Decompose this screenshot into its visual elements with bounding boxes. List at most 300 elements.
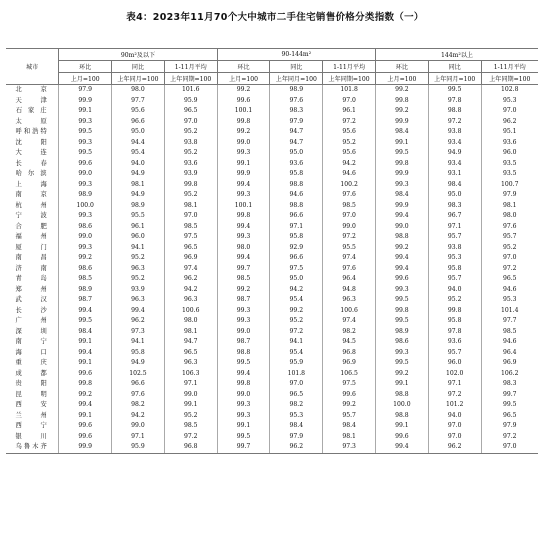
index-value-cell: 98.1 xyxy=(502,201,517,209)
table-row xyxy=(6,148,538,159)
index-value-cell: 95.8 xyxy=(270,169,323,180)
index-value-cell: 99.7 xyxy=(502,390,517,398)
index-value-cell: 99.1 xyxy=(376,421,429,432)
index-value-cell: 94.6 xyxy=(323,169,376,180)
base-header-mom: 上月=100 xyxy=(376,73,429,85)
index-value-cell: 100.6 xyxy=(164,306,217,317)
index-value-cell: 98.5 xyxy=(164,222,217,233)
index-value-cell: 99.2 xyxy=(376,369,429,380)
index-value-cell: 99.9 xyxy=(376,201,429,212)
city-name-cell: 北 京 xyxy=(6,85,59,96)
index-value-cell: 94.9 xyxy=(112,358,165,369)
base-header-mom: 上月=100 xyxy=(59,73,112,85)
table-row xyxy=(6,400,538,411)
index-value-cell: 97.0 xyxy=(323,96,376,107)
table-row xyxy=(6,127,538,138)
index-value-cell: 99.1 xyxy=(164,400,217,411)
index-value-cell: 99.5 xyxy=(376,358,429,369)
index-value-cell: 99.0 xyxy=(164,390,217,401)
index-value-cell: 96.3 xyxy=(164,295,217,306)
index-value-cell: 99.2 xyxy=(376,243,429,254)
index-value-cell: 96.6 xyxy=(112,379,165,390)
index-value-cell: 98.0 xyxy=(217,243,270,254)
index-value-cell: 94.8 xyxy=(323,285,376,296)
index-value-cell: 96.5 xyxy=(270,390,323,401)
index-value-cell: 97.5 xyxy=(323,379,376,390)
index-value-cell: 94.0 xyxy=(112,159,165,170)
index-value-cell: 94.9 xyxy=(112,190,165,201)
index-value-cell: 98.7 xyxy=(217,337,270,348)
index-value-cell: 99.5 xyxy=(59,316,112,327)
table-row xyxy=(6,106,538,117)
index-value-cell: 98.5 xyxy=(502,327,517,335)
index-value-cell: 96.3 xyxy=(323,295,376,306)
index-value-cell: 99.8 xyxy=(164,180,217,191)
index-value-cell: 99.4 xyxy=(217,369,270,380)
base-header-avg: 上年同期=100 xyxy=(164,73,217,85)
city-name-cell: 青 岛 xyxy=(6,274,59,285)
index-value-cell: 95.8 xyxy=(428,264,481,275)
table-row xyxy=(6,306,538,317)
index-value-cell: 96.2 xyxy=(112,316,165,327)
index-value-cell: 99.4 xyxy=(59,348,112,359)
city-name-cell: 乌鲁木齐 xyxy=(6,442,59,453)
table-row xyxy=(6,337,538,348)
index-value-cell: 99.6 xyxy=(217,96,270,107)
index-value-cell: 98.7 xyxy=(59,295,112,306)
index-value-cell: 97.5 xyxy=(164,232,217,243)
index-value-cell: 102.0 xyxy=(428,369,481,380)
index-value-cell: 93.6 xyxy=(428,337,481,348)
index-value-cell: 99.2 xyxy=(59,253,112,264)
city-name-cell: 西 宁 xyxy=(6,421,59,432)
index-value-cell: 97.0 xyxy=(428,432,481,443)
index-value-cell: 96.2 xyxy=(428,442,481,453)
index-value-cell: 99.3 xyxy=(59,211,112,222)
city-name-cell: 郑 州 xyxy=(6,285,59,296)
index-value-cell: 98.2 xyxy=(112,400,165,411)
index-value-cell: 96.2 xyxy=(270,442,323,453)
index-value-cell: 97.6 xyxy=(323,264,376,275)
index-value-cell: 98.0 xyxy=(164,316,217,327)
table-row xyxy=(6,369,538,380)
index-value-cell: 93.9 xyxy=(112,285,165,296)
index-value-cell: 95.2 xyxy=(112,253,165,264)
sub-header-avg: 1-11月平均 xyxy=(481,61,538,73)
table-row xyxy=(6,316,538,327)
index-value-cell: 94.2 xyxy=(164,285,217,296)
base-header-yoy: 上年同月=100 xyxy=(270,73,323,85)
index-value-cell: 99.6 xyxy=(59,159,112,170)
index-value-cell: 96.4 xyxy=(502,348,517,356)
city-name-cell: 长 春 xyxy=(6,159,59,170)
index-value-cell: 95.2 xyxy=(164,127,217,138)
index-value-cell: 96.9 xyxy=(164,253,217,264)
index-value-cell: 93.9 xyxy=(164,169,217,180)
index-value-cell: 94.6 xyxy=(502,338,517,345)
index-value-cell: 95.8 xyxy=(270,232,323,243)
table-row xyxy=(6,421,538,432)
city-name-cell: 天 津 xyxy=(6,96,59,107)
index-value-cell: 96.6 xyxy=(270,253,323,264)
index-value-cell: 98.6 xyxy=(376,337,429,348)
index-value-cell: 97.0 xyxy=(164,211,217,222)
index-value-cell: 99.4 xyxy=(376,253,429,264)
sub-header-mom: 环比 xyxy=(376,61,429,73)
table-row xyxy=(6,432,538,443)
index-value-cell: 98.9 xyxy=(59,285,112,296)
index-value-cell: 99.0 xyxy=(59,232,112,243)
index-value-cell: 98.2 xyxy=(323,327,376,338)
index-value-cell: 98.9 xyxy=(376,327,429,338)
index-value-cell: 99.5 xyxy=(59,148,112,159)
city-name-cell: 广 州 xyxy=(6,316,59,327)
index-value-cell: 95.2 xyxy=(112,274,165,285)
index-value-cell: 99.3 xyxy=(217,190,270,201)
index-value-cell: 95.7 xyxy=(502,233,517,240)
city-name-cell: 兰 州 xyxy=(6,411,59,422)
base-header-yoy: 上年同月=100 xyxy=(428,73,481,85)
base-header-avg: 上年同期=100 xyxy=(323,73,376,85)
table-row xyxy=(6,442,538,453)
index-value-cell: 99.3 xyxy=(59,117,112,128)
index-value-cell: 99.0 xyxy=(59,169,112,180)
index-value-cell: 93.5 xyxy=(502,159,517,167)
index-value-cell: 95.5 xyxy=(112,211,165,222)
index-value-cell: 95.3 xyxy=(502,96,517,104)
index-value-cell: 101.8 xyxy=(323,85,376,96)
index-value-cell: 93.6 xyxy=(270,159,323,170)
index-value-cell: 99.5 xyxy=(502,401,517,408)
index-value-cell: 99.8 xyxy=(217,379,270,390)
index-value-cell: 96.3 xyxy=(112,295,165,306)
table-row xyxy=(6,117,538,128)
city-name-cell: 呼和浩特 xyxy=(6,127,59,138)
index-value-cell: 97.1 xyxy=(270,222,323,233)
index-value-cell: 96.1 xyxy=(323,106,376,117)
index-value-cell: 95.2 xyxy=(164,148,217,159)
index-value-cell: 99.8 xyxy=(217,211,270,222)
index-value-cell: 98.8 xyxy=(428,106,481,117)
index-value-cell: 99.6 xyxy=(376,432,429,443)
city-name-cell: 大 连 xyxy=(6,148,59,159)
table-row xyxy=(6,390,538,401)
index-value-cell: 99.2 xyxy=(217,85,270,96)
table-row xyxy=(6,159,538,170)
index-value-cell: 99.2 xyxy=(376,85,429,96)
city-name-cell: 南 昌 xyxy=(6,253,59,264)
index-value-cell: 95.0 xyxy=(270,148,323,159)
index-value-cell: 99.2 xyxy=(376,106,429,117)
index-value-cell: 99.3 xyxy=(217,148,270,159)
index-value-cell: 100.0 xyxy=(376,400,429,411)
index-value-cell: 97.3 xyxy=(112,327,165,338)
index-value-cell: 99.3 xyxy=(217,306,270,317)
city-name-cell: 重 庆 xyxy=(6,358,59,369)
index-value-cell: 100.1 xyxy=(217,201,270,212)
index-value-cell: 98.0 xyxy=(502,212,517,219)
index-value-cell: 98.5 xyxy=(164,421,217,432)
index-value-cell: 97.1 xyxy=(428,222,481,233)
index-value-cell: 97.2 xyxy=(270,327,323,338)
index-value-cell: 96.5 xyxy=(164,106,217,117)
table-row xyxy=(6,201,538,212)
index-value-cell: 96.6 xyxy=(270,211,323,222)
group-header-large: 144m²以上 xyxy=(376,49,539,61)
table-row xyxy=(6,327,538,338)
index-value-cell: 99.3 xyxy=(59,138,112,149)
sub-header-yoy: 同比 xyxy=(112,61,165,73)
index-value-cell: 96.4 xyxy=(323,274,376,285)
index-value-cell: 93.8 xyxy=(164,138,217,149)
base-header-yoy: 上年同月=100 xyxy=(112,73,165,85)
index-value-cell: 97.0 xyxy=(164,117,217,128)
index-value-cell: 96.7 xyxy=(428,211,481,222)
table-row xyxy=(6,138,538,149)
index-value-cell: 106.3 xyxy=(164,369,217,380)
index-value-cell: 98.4 xyxy=(376,190,429,201)
index-value-cell: 99.0 xyxy=(217,138,270,149)
index-value-cell: 99.4 xyxy=(217,222,270,233)
index-value-cell: 100.7 xyxy=(501,180,519,188)
index-value-cell: 97.2 xyxy=(164,432,217,443)
city-name-cell: 福 州 xyxy=(6,232,59,243)
index-value-cell: 95.9 xyxy=(112,442,165,453)
index-value-cell: 98.8 xyxy=(217,348,270,359)
table-row xyxy=(6,243,538,254)
city-name-cell: 石 家 庄 xyxy=(6,106,59,117)
index-value-cell: 98.1 xyxy=(164,201,217,212)
table-row xyxy=(6,295,538,306)
table-row xyxy=(6,264,538,275)
city-name-cell: 杭 州 xyxy=(6,201,59,212)
index-value-cell: 97.0 xyxy=(270,379,323,390)
table-row xyxy=(6,411,538,422)
city-name-cell: 昆 明 xyxy=(6,390,59,401)
index-value-cell: 99.4 xyxy=(217,253,270,264)
index-value-cell: 99.9 xyxy=(376,117,429,128)
index-value-cell: 97.3 xyxy=(323,442,376,453)
table-row xyxy=(6,358,538,369)
index-value-cell: 97.2 xyxy=(502,264,517,272)
index-value-cell: 97.2 xyxy=(502,432,517,440)
index-value-cell: 98.4 xyxy=(59,327,112,338)
index-value-cell: 97.6 xyxy=(323,190,376,201)
price-index-table xyxy=(6,48,538,454)
index-value-cell: 94.6 xyxy=(502,285,517,293)
table-row xyxy=(6,285,538,296)
index-value-cell: 96.0 xyxy=(502,149,517,156)
index-value-cell: 99.3 xyxy=(217,400,270,411)
index-value-cell: 99.0 xyxy=(376,222,429,233)
index-value-cell: 96.3 xyxy=(164,358,217,369)
index-value-cell: 98.8 xyxy=(376,390,429,401)
index-value-cell: 99.0 xyxy=(217,327,270,338)
sub-header-avg: 1-11月平均 xyxy=(164,61,217,73)
index-value-cell: 95.2 xyxy=(270,316,323,327)
index-value-cell: 97.1 xyxy=(428,379,481,390)
index-value-cell: 102.8 xyxy=(501,86,519,93)
index-value-cell: 99.1 xyxy=(59,411,112,422)
table-row xyxy=(6,348,538,359)
index-value-cell: 99.5 xyxy=(217,432,270,443)
index-value-cell: 101.4 xyxy=(501,306,519,314)
index-value-cell: 99.3 xyxy=(59,243,112,254)
table-row xyxy=(6,222,538,233)
table-row xyxy=(6,274,538,285)
index-value-cell: 106.5 xyxy=(323,369,376,380)
index-value-cell: 99.1 xyxy=(59,337,112,348)
index-value-cell: 97.7 xyxy=(502,317,517,324)
index-value-cell: 99.6 xyxy=(59,421,112,432)
index-value-cell: 96.5 xyxy=(502,275,517,282)
index-value-cell: 99.4 xyxy=(59,400,112,411)
index-value-cell: 96.5 xyxy=(502,411,517,419)
table-row xyxy=(6,96,538,107)
index-value-cell: 99.5 xyxy=(376,148,429,159)
table-row xyxy=(6,169,538,180)
index-value-cell: 99.5 xyxy=(376,295,429,306)
index-value-cell: 97.0 xyxy=(502,254,517,261)
index-value-cell: 95.6 xyxy=(323,127,376,138)
index-value-cell: 99.2 xyxy=(323,400,376,411)
index-value-cell: 95.3 xyxy=(502,296,517,303)
index-value-cell: 97.0 xyxy=(502,107,517,114)
index-value-cell: 99.3 xyxy=(376,180,429,191)
index-value-cell: 97.9 xyxy=(59,85,112,96)
index-value-cell: 95.7 xyxy=(428,348,481,359)
index-value-cell: 97.8 xyxy=(428,327,481,338)
index-value-cell: 97.2 xyxy=(323,117,376,128)
table-row xyxy=(6,379,538,390)
index-value-cell: 99.9 xyxy=(59,442,112,453)
index-value-cell: 96.9 xyxy=(502,359,517,366)
index-value-cell: 97.6 xyxy=(112,390,165,401)
index-value-cell: 99.4 xyxy=(59,306,112,317)
index-value-cell: 98.5 xyxy=(323,201,376,212)
city-name-cell: 银 川 xyxy=(6,432,59,443)
index-value-cell: 98.9 xyxy=(270,85,323,96)
sub-header-mom: 环比 xyxy=(217,61,270,73)
table-row xyxy=(6,190,538,201)
index-value-cell: 99.4 xyxy=(112,306,165,317)
city-name-cell: 合 肥 xyxy=(6,222,59,233)
index-value-cell: 98.8 xyxy=(376,232,429,243)
index-value-cell: 98.4 xyxy=(323,421,376,432)
city-name-cell: 太 原 xyxy=(6,117,59,128)
group-header-small: 90m²及以下 xyxy=(59,49,217,61)
index-value-cell: 93.1 xyxy=(428,169,481,180)
index-value-cell: 97.9 xyxy=(502,191,517,198)
index-value-cell: 99.9 xyxy=(59,96,112,107)
index-value-cell: 96.5 xyxy=(164,348,217,359)
index-value-cell: 99.3 xyxy=(217,411,270,422)
index-value-cell: 93.8 xyxy=(428,243,481,254)
index-value-cell: 96.6 xyxy=(112,117,165,128)
index-value-cell: 99.3 xyxy=(217,232,270,243)
index-value-cell: 95.8 xyxy=(428,316,481,327)
index-value-cell: 99.8 xyxy=(376,159,429,170)
index-value-cell: 99.4 xyxy=(376,211,429,222)
index-value-cell: 95.9 xyxy=(270,358,323,369)
city-name-cell: 武 汉 xyxy=(6,295,59,306)
index-value-cell: 99.7 xyxy=(217,264,270,275)
index-value-cell: 92.9 xyxy=(270,243,323,254)
index-value-cell: 97.6 xyxy=(502,222,517,230)
city-name-cell: 南 京 xyxy=(6,190,59,201)
index-value-cell: 99.5 xyxy=(376,316,429,327)
index-value-cell: 93.6 xyxy=(502,138,517,146)
table-row xyxy=(6,211,538,222)
index-value-cell: 99.4 xyxy=(376,442,429,453)
index-value-cell: 98.3 xyxy=(502,380,517,387)
index-value-cell: 98.8 xyxy=(270,180,323,191)
index-value-cell: 101.2 xyxy=(428,400,481,411)
index-value-cell: 98.1 xyxy=(323,432,376,443)
index-value-cell: 106.2 xyxy=(501,369,519,377)
table-row xyxy=(6,180,538,191)
index-value-cell: 101.6 xyxy=(164,85,217,96)
index-value-cell: 101.8 xyxy=(270,369,323,380)
index-value-cell: 95.2 xyxy=(164,190,217,201)
city-name-cell: 济 南 xyxy=(6,264,59,275)
index-value-cell: 99.2 xyxy=(217,127,270,138)
index-value-cell: 99.3 xyxy=(59,180,112,191)
index-value-cell: 99.1 xyxy=(59,358,112,369)
index-value-cell: 99.1 xyxy=(217,159,270,170)
index-value-cell: 99.5 xyxy=(428,85,481,96)
city-name-cell: 厦 门 xyxy=(6,243,59,254)
sub-header-mom: 环比 xyxy=(59,61,112,73)
index-value-cell: 99.3 xyxy=(217,316,270,327)
index-value-cell: 95.0 xyxy=(428,190,481,201)
index-value-cell: 98.8 xyxy=(376,411,429,422)
index-value-cell: 96.2 xyxy=(502,117,517,125)
index-value-cell: 97.4 xyxy=(164,264,217,275)
index-value-cell: 95.6 xyxy=(112,106,165,117)
index-value-cell: 99.5 xyxy=(59,127,112,138)
index-value-cell: 98.9 xyxy=(112,201,165,212)
index-value-cell: 100.1 xyxy=(217,106,270,117)
index-value-cell: 96.3 xyxy=(112,264,165,275)
index-value-cell: 99.6 xyxy=(323,390,376,401)
index-value-cell: 95.2 xyxy=(428,295,481,306)
index-value-cell: 95.7 xyxy=(428,232,481,243)
index-value-cell: 98.1 xyxy=(112,180,165,191)
city-name-cell: 贵 阳 xyxy=(6,379,59,390)
index-value-cell: 98.5 xyxy=(217,274,270,285)
index-value-cell: 98.6 xyxy=(59,222,112,233)
index-value-cell: 99.6 xyxy=(59,369,112,380)
index-value-cell: 96.0 xyxy=(428,358,481,369)
index-value-cell: 99.6 xyxy=(59,432,112,443)
index-value-cell: 94.4 xyxy=(112,138,165,149)
index-value-cell: 100.6 xyxy=(323,306,376,317)
index-value-cell: 99.1 xyxy=(59,106,112,117)
index-value-cell: 99.8 xyxy=(376,96,429,107)
index-value-cell: 98.5 xyxy=(59,274,112,285)
index-value-cell: 98.0 xyxy=(112,85,165,96)
index-value-cell: 94.9 xyxy=(112,169,165,180)
index-value-cell: 95.2 xyxy=(502,243,517,251)
index-value-cell: 95.3 xyxy=(428,253,481,264)
group-header-medium: 90-144m² xyxy=(217,49,375,61)
index-value-cell: 93.6 xyxy=(164,159,217,170)
index-value-cell: 97.2 xyxy=(428,390,481,401)
index-value-cell: 95.4 xyxy=(270,295,323,306)
index-value-cell: 94.0 xyxy=(428,285,481,296)
index-value-cell: 95.2 xyxy=(323,138,376,149)
